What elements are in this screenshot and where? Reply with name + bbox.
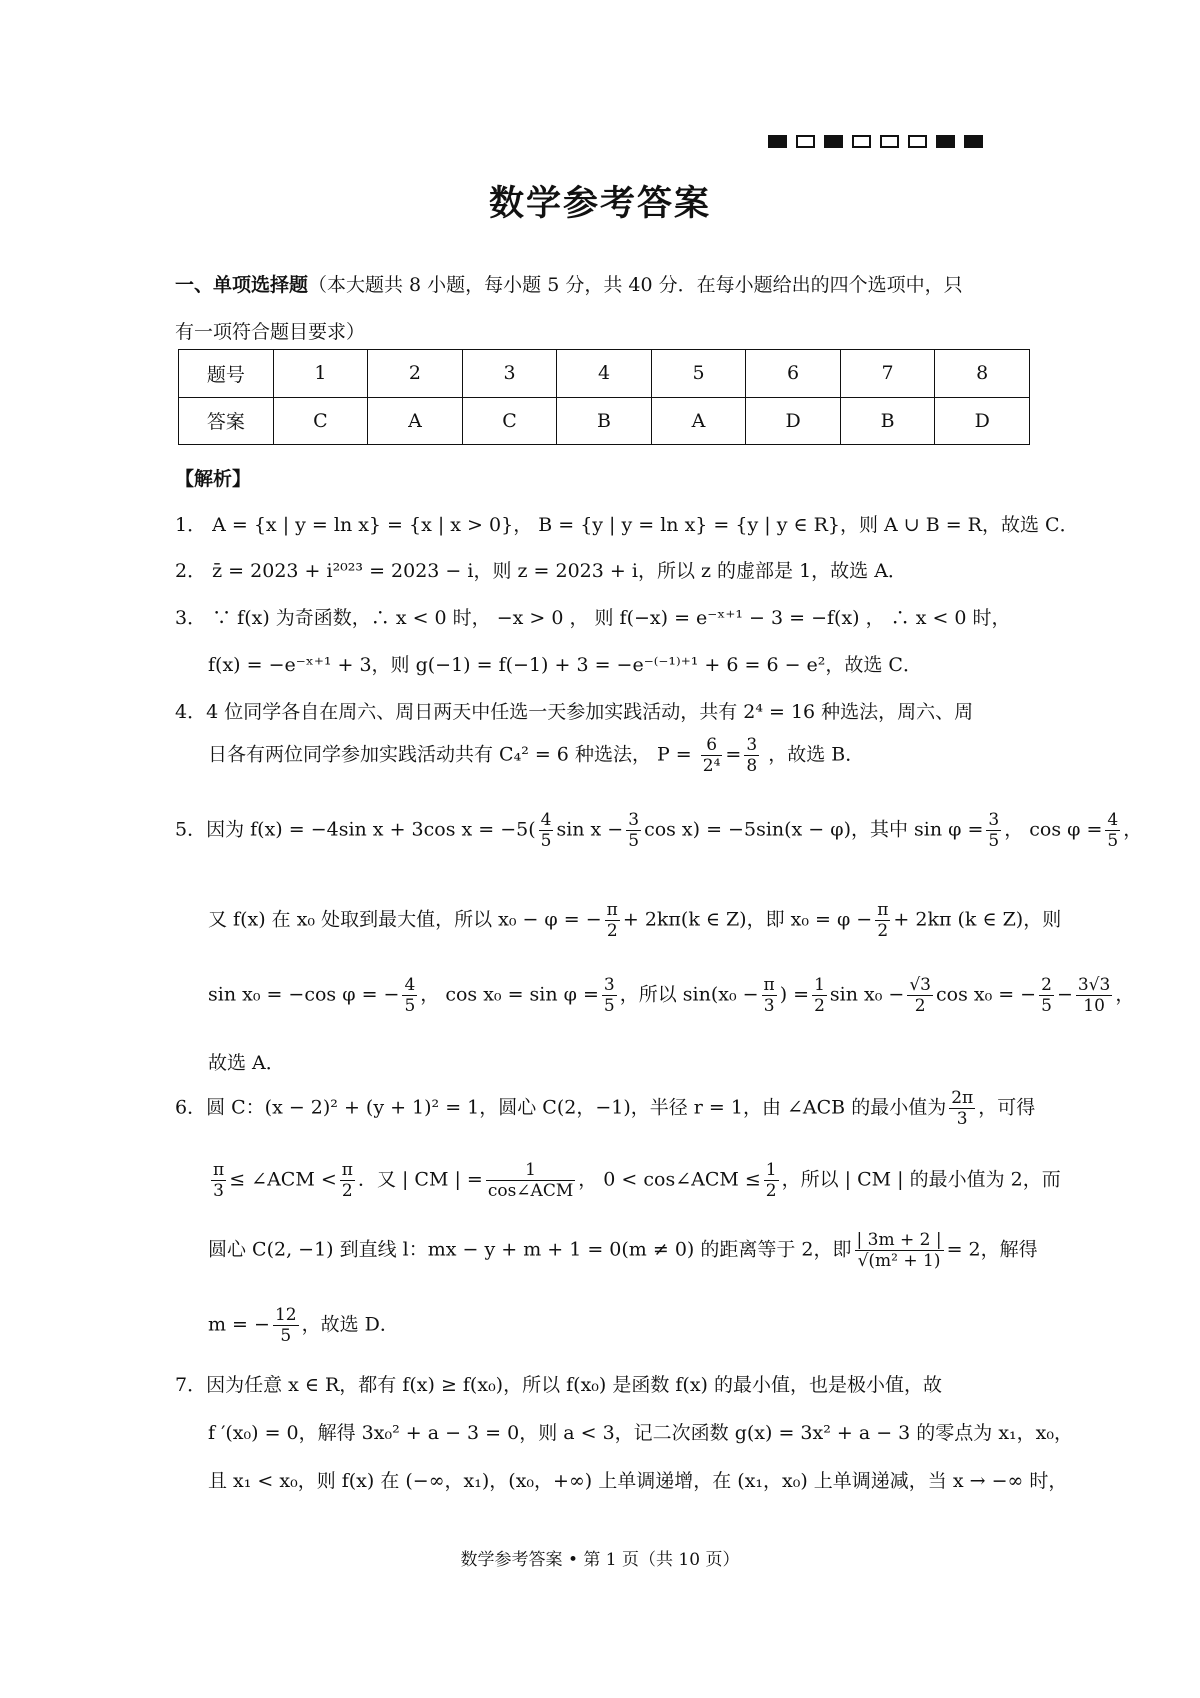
text: ，可得 <box>978 1096 1036 1119</box>
text: − <box>1056 983 1073 1006</box>
text: 又 f(x) 在 x₀ 处取到最大值，所以 x₀ − φ = − <box>208 908 602 931</box>
denominator: 2 <box>341 1181 353 1201</box>
fraction <box>764 1160 779 1201</box>
text: ，故选 D． <box>301 1313 399 1336</box>
fraction <box>626 810 641 851</box>
table-cell: 1 <box>273 350 368 398</box>
fraction <box>949 1088 975 1129</box>
table-cell: 5 <box>651 350 746 398</box>
text: cos x) = −5sin(x − φ)，其中 sin φ = <box>644 818 984 841</box>
text: sin x − <box>556 818 624 841</box>
table-cell: 8 <box>935 350 1030 398</box>
table-header-cell: 题号 <box>179 350 274 398</box>
table-cell: D <box>746 397 841 445</box>
text: + 2kπ (k ∈ Z)，则 <box>893 908 1062 931</box>
fraction <box>602 975 617 1016</box>
table-cell: 2 <box>368 350 463 398</box>
text: ．又 | CM | = <box>357 1168 483 1191</box>
table-cell: B <box>557 397 652 445</box>
fraction <box>986 810 1001 851</box>
table-cell: C <box>462 397 557 445</box>
denominator: 5 <box>1041 996 1052 1016</box>
text: m = − <box>208 1313 270 1336</box>
text: ，所以 | CM | 的最小值为 2，而 <box>781 1168 1061 1191</box>
header-mark-8 <box>964 135 983 148</box>
numerator: π <box>877 900 889 920</box>
text: ， 0 < cos∠ACM ≤ <box>578 1168 761 1191</box>
fraction <box>340 1160 355 1201</box>
text: 5．因为 f(x) = −4sin x + 3cos x = −5( <box>175 818 536 841</box>
numerator: 4 <box>540 810 552 830</box>
text: 6．圆 C：(x − 2)² + (y + 1)² = 1，圆心 C(2，−1)，半径 r = 1，由 ∠ACB 的最小值为 <box>175 1096 947 1119</box>
text: ≤ ∠ACM < <box>229 1168 337 1191</box>
table-cell: 4 <box>557 350 652 398</box>
denominator: cos∠ACM <box>487 1181 574 1201</box>
numerator: 4 <box>1107 810 1119 830</box>
table-cell: B <box>840 397 935 445</box>
fraction <box>402 975 417 1016</box>
text: 日各有两位同学参加实践活动共有 C₄² = 6 种选法， P = <box>208 743 692 766</box>
table-cell: A <box>651 397 746 445</box>
denominator: √(m² + 1) <box>857 1251 941 1271</box>
text: ， cos x₀ = sin φ = <box>420 983 599 1006</box>
solution-5-line-4: 故选 A． <box>208 1052 285 1074</box>
solution-1: 1． A = {x | y = ln x} = {x | x > 0}， B = {y | y = ln x} = {y | y ∈ R}，则 A ∪ B = R，故选 C． <box>175 514 1079 536</box>
table-row <box>179 350 1030 398</box>
table-cell: C <box>273 397 368 445</box>
solution-5-line-3 <box>208 975 1134 1016</box>
solution-7-line-2: f ′(x₀) = 0，解得 3x₀² + a − 3 = 0，则 a < 3，记二次函数 g(x) = 3x² + a − 3 的零点为 x₁，x₀， <box>208 1422 1073 1444</box>
header-mark-1 <box>768 135 787 148</box>
numerator: 3 <box>603 975 615 995</box>
solution-2: 2． z̄ = 2023 + i²⁰²³ = 2023 − i，则 z = 2023 + i，所以 z 的虚部是 1，故选 A． <box>175 560 907 582</box>
fraction <box>701 735 723 776</box>
numerator: 4 <box>404 975 416 995</box>
solution-3-line-1: 3． ∵ f(x) 为奇函数，∴ x < 0 时， −x > 0 ， 则 f(−x) = e⁻ˣ⁺¹ − 3 = −f(x) ， ∴ x < 0 时， <box>175 607 1011 629</box>
header-mark-5 <box>880 135 899 148</box>
numerator: 3 <box>746 735 758 755</box>
denominator: 5 <box>404 996 416 1016</box>
solution-4-line-2: 日各有两位同学参加实践活动共有 C₄² = 6 种选法， P = $\frac{6}{\text{2⁴}}$ = $\frac{3}{8}$ ，故选 B． <box>208 735 865 776</box>
denominator: 3 <box>763 996 775 1016</box>
fraction <box>1076 975 1112 1016</box>
text: sin x₀ − <box>829 983 905 1006</box>
numerator: π <box>606 900 618 920</box>
text: ， <box>1115 983 1135 1006</box>
solution-5-line-1 <box>175 810 1142 851</box>
section-heading <box>175 262 1033 356</box>
denominator: 10 <box>1083 996 1105 1016</box>
numerator: 1 <box>486 1160 575 1181</box>
solution-6-line-2 <box>208 1160 1061 1201</box>
fraction <box>1039 975 1054 1016</box>
numerator: 6 <box>701 735 723 756</box>
table-cell: 7 <box>840 350 935 398</box>
text: ， <box>1123 818 1143 841</box>
denominator: 5 <box>628 831 640 851</box>
numerator: 3 <box>628 810 640 830</box>
text: = 2，解得 <box>946 1238 1038 1261</box>
page-footer: 数学参考答案 • 第 1 页（共 10 页） <box>460 1550 740 1570</box>
denominator: 3 <box>956 1109 968 1129</box>
denominator: 2 <box>914 996 926 1016</box>
fraction <box>875 900 890 941</box>
fraction <box>486 1160 575 1201</box>
text: 圆心 C(2, −1) 到直线 l：mx − y + m + 1 = 0(m ≠ 0) 的距离等于 2，即 <box>208 1238 852 1261</box>
denominator: 8 <box>746 756 758 776</box>
denominator: 3 <box>213 1181 224 1201</box>
numerator: √3 <box>909 975 931 995</box>
numerator: 2 <box>1041 975 1052 995</box>
section-desc-1: （本大题共 8 小题，每小题 5 分，共 40 分．在每小题给出的四个选项中，只 <box>308 274 963 296</box>
section-label: 一、单项选择题 <box>175 274 309 296</box>
numerator: π <box>763 975 775 995</box>
text: + 2kπ(k ∈ Z)，即 x₀ = φ − <box>622 908 873 931</box>
text: sin x₀ = −cos φ = − <box>208 983 400 1006</box>
solution-7-line-3: 且 x₁ < x₀，则 f(x) 在 (−∞，x₁)，(x₀，+∞) 上单调递增，在 (x₁，x₀) 上单调递减，当 x → −∞ 时， <box>208 1470 1068 1492</box>
solution-7-line-1: 7．因为任意 x ∈ R，都有 f(x) ≥ f(x₀)，所以 f(x₀) 是函数 f(x) 的最小值，也是极小值，故 <box>175 1374 943 1396</box>
solution-3-line-2: f(x) = −e⁻ˣ⁺¹ + 3，则 g(−1) = f(−1) + 3 = −e⁻⁽⁻¹⁾⁺¹ + 6 = 6 − e²，故选 C． <box>208 654 922 676</box>
answer-table <box>178 349 1030 445</box>
numerator: π <box>341 1160 353 1180</box>
solution-6-line-1 <box>175 1088 1035 1129</box>
fraction <box>539 810 554 851</box>
denominator: 2 <box>814 996 825 1016</box>
numerator: 2π <box>951 1088 974 1108</box>
numerator: | 3m + 2 | <box>856 1230 942 1250</box>
denominator: 5 <box>988 831 1000 851</box>
denominator: 2 <box>606 921 618 941</box>
denominator: 2 <box>877 921 889 941</box>
table-row <box>179 397 1030 445</box>
solution-4-line-1: 4．4 位同学各自在周六、周日两天中任选一天参加实践活动，共有 2⁴ = 16 种选法，周六、周 <box>175 701 974 723</box>
numerator: π <box>213 1160 225 1180</box>
fraction <box>273 1305 299 1346</box>
header-mark-6 <box>908 135 927 148</box>
fraction <box>762 975 777 1016</box>
fraction <box>812 975 827 1016</box>
solution-6-line-3 <box>208 1230 1038 1271</box>
denominator: 5 <box>280 1326 292 1346</box>
text: cos x₀ = − <box>935 983 1037 1006</box>
denominator: 2⁴ <box>702 756 721 776</box>
header-mark-4 <box>852 135 871 148</box>
fraction <box>605 900 620 941</box>
denominator: 5 <box>540 831 552 851</box>
analysis-heading: 【解析】 <box>175 468 252 490</box>
text: ，故选 B． <box>768 743 865 766</box>
table-header-cell: 答案 <box>179 397 274 445</box>
table-cell: A <box>368 397 463 445</box>
denominator: 2 <box>765 1181 777 1201</box>
table-cell: 3 <box>462 350 557 398</box>
fraction <box>211 1160 226 1201</box>
numerator: 3√3 <box>1077 975 1111 995</box>
header-mark-7 <box>936 135 955 148</box>
fraction <box>1105 810 1120 851</box>
page-title: 数学参考答案 <box>488 184 711 224</box>
text: ， cos φ = <box>1004 818 1103 841</box>
section-desc-2: 有一项符合题目要求） <box>175 321 366 343</box>
solution-5-line-2 <box>208 900 1061 941</box>
denominator: 5 <box>1107 831 1119 851</box>
fraction <box>744 735 759 776</box>
table-cell: 6 <box>746 350 841 398</box>
denominator: 5 <box>603 996 615 1016</box>
solution-6-line-4 <box>208 1305 399 1346</box>
fraction <box>907 975 933 1016</box>
header-mark-2 <box>796 135 815 148</box>
text: ，所以 sin(x₀ − <box>619 983 759 1006</box>
header-mark-3 <box>824 135 843 148</box>
fraction <box>855 1230 944 1271</box>
numerator: 1 <box>814 975 825 995</box>
text: ) = <box>779 983 810 1006</box>
header-marks <box>768 135 983 148</box>
numerator: 1 <box>765 1160 777 1180</box>
table-cell: D <box>935 397 1030 445</box>
numerator: 3 <box>988 810 1000 830</box>
numerator: 12 <box>274 1305 297 1325</box>
